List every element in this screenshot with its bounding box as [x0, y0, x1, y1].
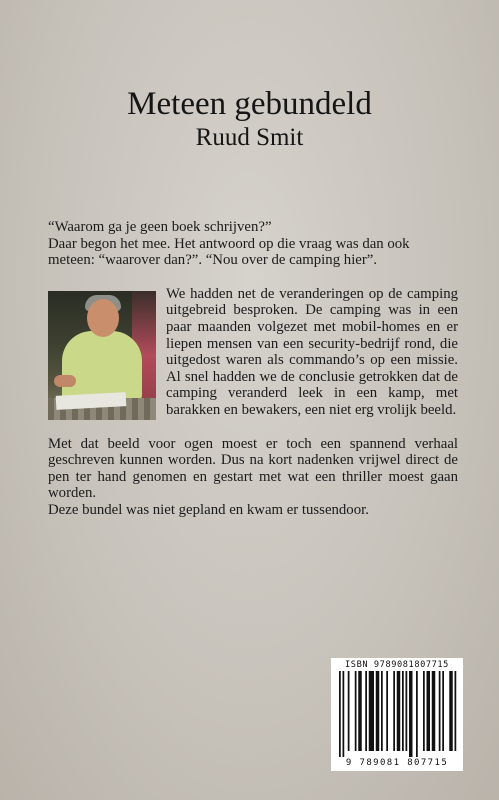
- isbn-barcode: [331, 658, 463, 771]
- barcode-bar: [409, 671, 413, 757]
- blurb-paragraph-2: We hadden net de veranderingen op de camping uitgebreid besproken. De camping was in een paar maanden volgezet met mobil-homes en er liepen mensen van een security-bedrijf rond, die uitgedost waren als commando’s op een missie. Al snel hadden we de conclusie getrokken dat de camping veranderd leek in een kamp, met barakken en bewakers, een niet erg vrolijk beeld.: [166, 285, 458, 418]
- barcode-bar: [416, 671, 418, 757]
- barcode-bar: [439, 671, 441, 751]
- blurb-paragraph-3: Met dat beeld voor ogen moest er toch een spannend verhaal geschreven kunnen worden. Dus na kort nadenken vrijwel direct de pen ter hand genomen en gestart met wat een thriller moest gaan worden.: [48, 435, 458, 502]
- author-photo: [48, 291, 156, 420]
- barcode-bar: [381, 671, 383, 751]
- isbn-label: ISBN 9789081807715: [345, 660, 449, 670]
- barcode-bar: [376, 671, 380, 751]
- barcode-bar: [449, 671, 453, 751]
- barcode-bar: [432, 671, 436, 751]
- barcode-bar: [348, 671, 350, 751]
- barcode-bar: [442, 671, 444, 751]
- barcode-bar: [427, 671, 431, 751]
- barcode-bar: [393, 671, 395, 751]
- barcode-bar: [343, 671, 345, 757]
- barcode-bar: [369, 671, 374, 751]
- author-name: Ruud Smit: [195, 124, 304, 151]
- barcode-bar: [386, 671, 388, 751]
- barcode-bar: [397, 671, 401, 751]
- isbn-digits: 9 789081 807715: [345, 758, 449, 768]
- barcode-bar: [455, 671, 457, 751]
- book-title: Meteen gebundeld: [127, 86, 372, 122]
- barcode-bar: [339, 671, 341, 757]
- barcode-bar: [402, 671, 404, 751]
- blurb-paragraph-4: Deze bundel was niet gepland en kwam er tussendoor.: [48, 501, 369, 518]
- blurb-line-question: “Waarom ga je geen boek schrijven?”: [48, 219, 272, 235]
- barcode-bar: [355, 671, 357, 751]
- barcode-bar: [365, 671, 367, 751]
- barcode-bar: [423, 671, 425, 751]
- barcode-bar: [406, 671, 408, 751]
- barcode-bars: [337, 671, 457, 757]
- blurb-line-answer: Daar begon het mee. Het antwoord op die vraag was dan ook meteen: “waarover dan?”. “Nou over de camping hier”.: [48, 235, 410, 269]
- blurb: [48, 219, 458, 519]
- barcode-bar: [358, 671, 362, 751]
